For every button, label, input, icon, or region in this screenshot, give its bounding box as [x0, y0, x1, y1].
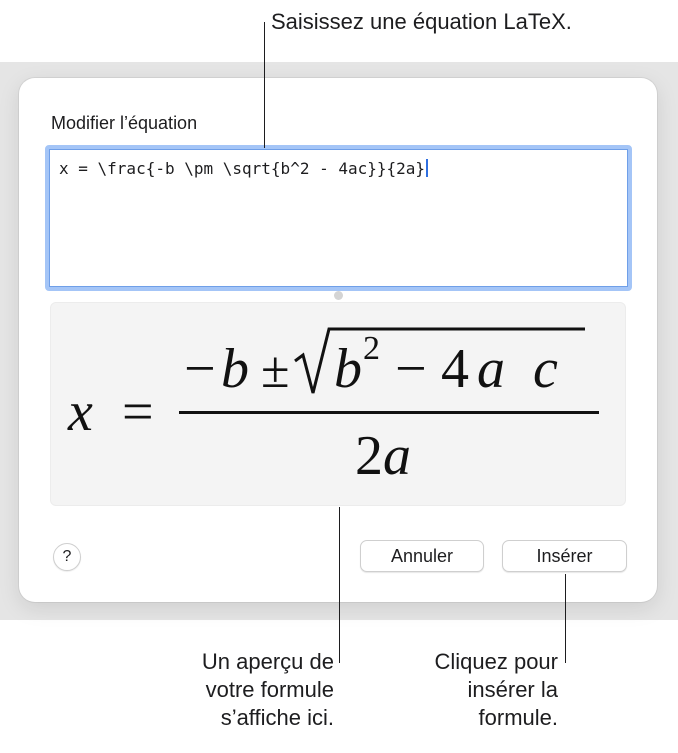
formula-radicand-4: 4 [441, 338, 469, 400]
callout-preview-line-3: s’affiche ici. [220, 705, 334, 730]
formula-numerator-b: b [221, 338, 249, 400]
callout-insert-line-1: Cliquez pour [434, 649, 558, 674]
insert-button[interactable]: Insérer [502, 540, 627, 572]
help-button[interactable]: ? [53, 543, 81, 571]
formula-numerator-minus: − [184, 338, 216, 400]
cancel-button[interactable]: Annuler [360, 540, 484, 572]
resize-handle[interactable] [334, 291, 343, 300]
latex-code: x = \frac{-b \pm \sqrt{b^2 - 4ac}}{2a} [59, 159, 426, 178]
callout-preview-line-2: votre formule [205, 677, 334, 702]
edit-equation-label: Modifier l’équation [51, 113, 198, 133]
formula-exponent-2: 2 [363, 330, 380, 367]
formula-denominator-2: 2 [355, 425, 383, 487]
latex-equation-input[interactable] [45, 145, 632, 291]
formula-denominator-a: a [383, 425, 411, 487]
rendered-formula [51, 303, 627, 507]
formula-plus-minus: ± [261, 342, 290, 399]
formula-equals: = [122, 381, 154, 443]
latex-input-text [59, 159, 428, 178]
formula-radicand-a: a [477, 338, 505, 400]
callout-preview-line-1: Un aperçu de [201, 649, 334, 674]
fraction-bar [179, 411, 599, 414]
leader-line-input [264, 22, 265, 148]
text-caret [426, 159, 428, 177]
leader-line-preview [339, 507, 340, 663]
formula-radicand-c: c [533, 338, 558, 400]
formula-lhs-x: x [68, 381, 93, 443]
callout-preview [202, 648, 334, 732]
callout-insert-line-2: insérer la [467, 677, 558, 702]
callout-enter-latex: Saisissez une équation LaTeX. [271, 9, 572, 34]
callout-insert-line-3: formule. [478, 705, 558, 730]
callout-insert [434, 648, 558, 732]
leader-line-insert [565, 574, 566, 663]
formula-radicand-b: b [334, 338, 362, 400]
equation-preview [50, 302, 626, 506]
formula-radicand-minus: − [395, 338, 427, 400]
